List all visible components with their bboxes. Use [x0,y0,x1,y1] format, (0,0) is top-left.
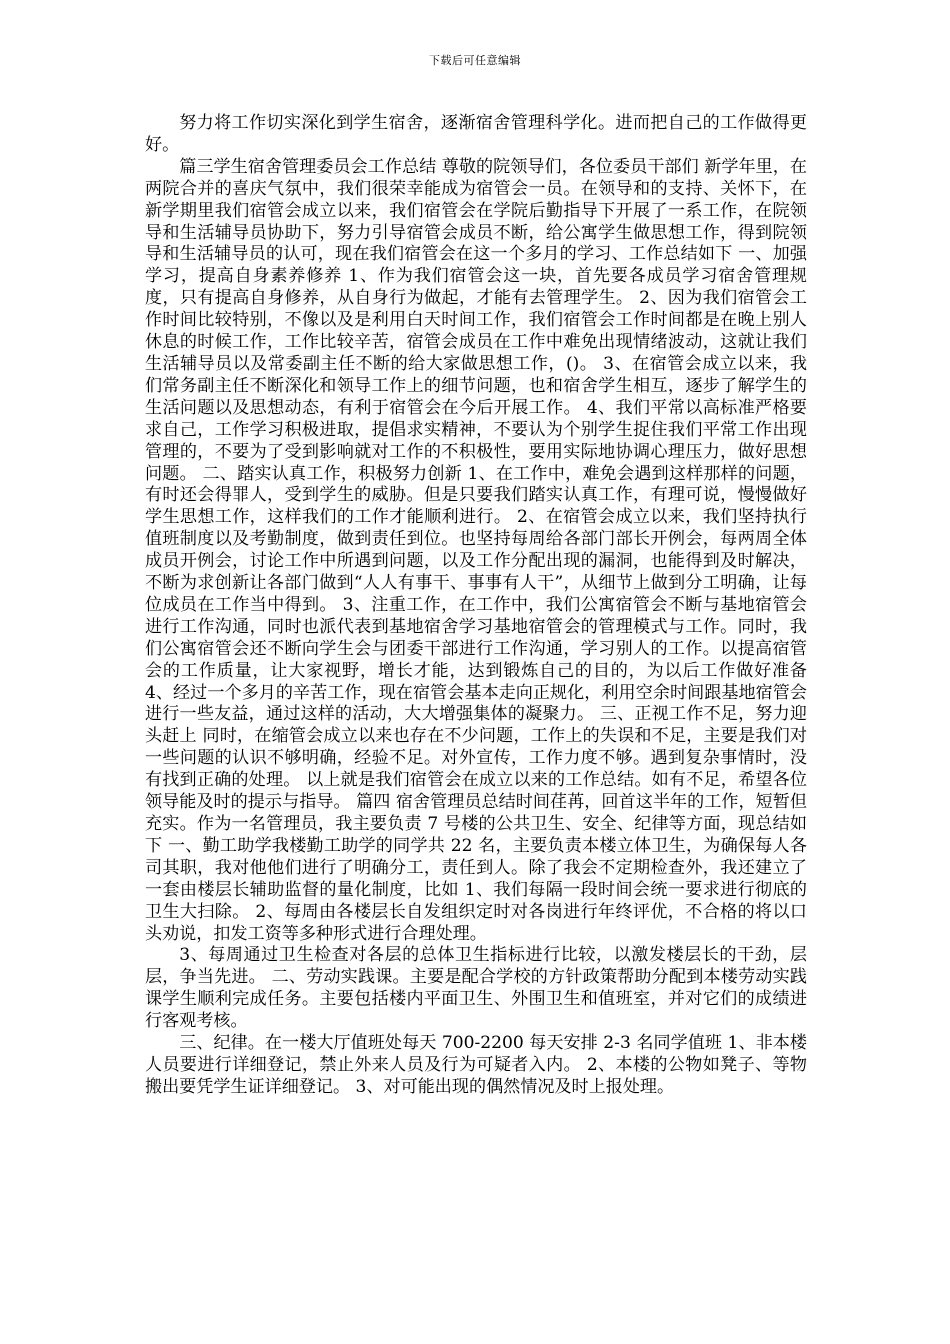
paragraph-intro: 努力将工作切实深化到学生宿舍，逐渐宿舍管理科学化。进而把自己的工作做得更好。 [145,113,807,155]
paragraph-section-three: 篇三学生宿舍管理委员会工作总结 尊敬的院领导们，各位委员干部们 新学年里，在两院合并的喜庆气氛中，我们很荣幸能成为宿管会一员。在领导和的支持、关怀下，在新学期里我们宿管会成立以来，我们宿管会在学院后勤指导下开展了一系工作，在院领导和生活辅导员协助下，努力引导宿管会成员不断，给公寓学生做思想工作，得到院领导和生活辅导员的认可，现在我们宿管会在这一个多月的学习、工作总结如下 一、加强学习，提高自身素养修养 1、作为我们宿管会这一块，首先要各成员学习宿舍管理规度，只有提高自身修养，从自身行为做起，才能有去管理学生。 2、因为我们宿管会工作时间比较特别，不像以及是利用白天时间工作，我们宿管会工作时间都是在晚上别人休息的时候工作，工作比较辛苦，宿管会成员在工作中难免出现情绪波动，这就让我们生活辅导员以及常委副主任不断的给大家做思想工作，()。 3、在宿管会成立以来，我们常务副主任不断深化和领导工作上的细节问题，也和宿舍学生相互，逐步了解学生的生活问题以及思想动态，有利于宿管会在今后开展工作。 4、我们平常以高标准严格要求自己，工作学习积极进取，提倡求实精神，不要认为个别学生捉住我们平常工作出现管理的，不要为了受到影响就对工作的不积极性，要用实际地协调心理压力，做好思想问题。 二、踏实认真工作，积极努力创新 1、在工作中，难免会遇到这样那样的问题，有时还会得罪人，受到学生的威胁。但是只要我们踏实认真工作，有理可说，慢慢做好学生思想工作，这样我们的工作才能顺利进行。 2、在宿管会成立以来，我们坚持执行值班制度以及考勤制度，做到责任到位。也坚持每周给各部门部长开例会，每两周全体成员开例会，讨论工作中所遇到问题，以及工作分配出现的漏洞，也能得到及时解决，不断为求创新让各部门做到“人人有事干、事事有人干”，从细节上做到分工明确，让每位成员在工作当中得到。 3、注重工作，在工作中，我们公寓宿管会不断与基地宿管会进行工作沟通，同时也派代表到基地宿舍学习基地宿管会的管理模式与工作。同时，我们公寓宿管会还不断向学生会与团委干部进行工作沟通，学习别人的工作。以提高宿管会的工作质量，让大家视野，增长才能，达到锻炼自己的目的，为以后工作做好准备 4、经过一个多月的辛苦工作，现在宿管会基本走向正规化，利用空余时间跟基地宿管会进行一些友益，通过这样的活动，大大增强集体的凝聚力。 三、正视工作不足，努力迎头赶上 同时，在缩管会成立以来也存在不少问题，工作上的失误和不足，主要是我们对一些问题的认识不够明确，经验不足。对外宣传，工作力度不够。遇到复杂事情时，没有找到正确的处理。 以上就是我们宿管会在成立以来的工作总结。如有不足，希望各位领导能及时的提示与指导。 篇四 宿舍管理员总结时间荏苒，回首这半年的工作，短暂但充实。作为一名管理员，我主要负责 7 号楼的公共卫生、安全、纪律等方面，现总结如下 一、勤工助学我楼勤工助学的同学共 22 名，主要负责本楼立体卫生，为确保每人各司其职，我对他他们进行了明确分工，责任到人。除了我会不定期检查外，我还建立了一套由楼层长辅助监督的量化制度，比如 1、我们每隔一段时间会统一要求进行彻底的卫生大扫除。 2、每周由各楼层长自发组织定时对各岗进行年终评优，不合格的将以口头劝说，扣发工资等多种形式进行合理处理。 [145,156,807,944]
document-body [145,113,807,1099]
paragraph-hygiene-check: 3、每周通过卫生检查对各层的总体卫生指标进行比较，以激发楼层长的干劲，层层，争当先进。 二、劳动实践课。主要是配合学校的方针政策帮助分配到本楼劳动实践课学生顺利完成任务。主要包括楼内平面卫生、外围卫生和值班室，并对它们的成绩进行客观考核。 [145,945,807,1032]
paragraph-discipline: 三、纪律。在一楼大厅值班处每天 700-2200 每天安排 2-3 名同学值班 1、非本楼人员要进行详细登记，禁止外来人员及行为可疑者入内。 2、本楼的公物如凳子、等物搬出要凭学生证详细登记。 3、对可能出现的偶然情况及时上报处理。 [145,1033,807,1097]
page-header: 下载后可任意编辑 [429,54,521,67]
